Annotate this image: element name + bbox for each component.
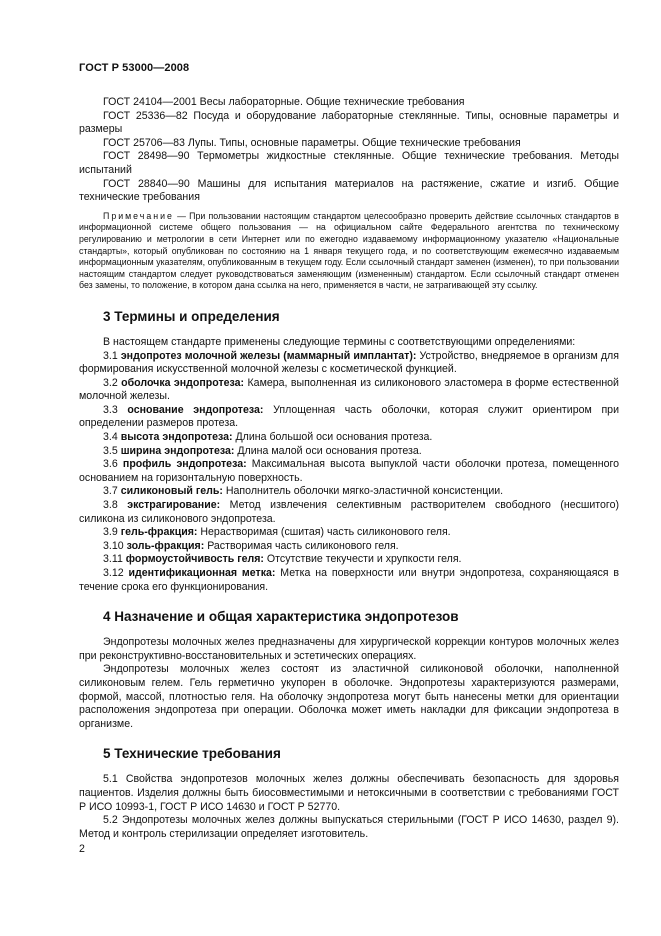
- note-paragraph: [79, 211, 619, 292]
- term-number: 3.1: [103, 349, 118, 362]
- page-number: 2: [79, 843, 85, 855]
- page-header-title: ГОСТ Р 53000—2008: [79, 62, 190, 74]
- section-4-heading: 4 Назначение и общая характеристика эндопротезов: [103, 609, 459, 625]
- term-number: 3.10: [103, 539, 124, 552]
- reference-code: ГОСТ 28498—90: [103, 150, 190, 163]
- note-label: Примечание: [103, 210, 174, 221]
- reference-text: Лупы. Типы, основные параметры. Общие технические требования: [187, 136, 521, 149]
- term-number: 3.11: [103, 553, 123, 566]
- reference-text: Машины для испытания материалов на растяжение, сжатие и изгиб. Общие технические требования: [79, 177, 619, 204]
- reference-item: [79, 110, 619, 137]
- term-name: гель-фракция:: [120, 526, 198, 539]
- term-definition: Длина малой оси основания протеза.: [237, 444, 422, 457]
- term-name: оболочка эндопротеза:: [121, 376, 245, 389]
- term-number: 3.5: [103, 444, 118, 457]
- term-number: 3.7: [103, 485, 118, 498]
- term-name: идентификационная метка:: [128, 567, 276, 579]
- term-definition: Отсутствие текучести и хрупкости геля.: [266, 553, 462, 566]
- term-number: 3.3: [103, 403, 118, 416]
- term-name: высота эндопротеза:: [120, 431, 233, 444]
- term-name: экстрагирование:: [127, 499, 221, 512]
- term-name: эндопротез молочной железы (маммарный имплантат):: [120, 349, 417, 362]
- reference-text: Посуда и оборудование лабораторные стеклянные. Типы, основные параметры и размеры: [79, 109, 619, 136]
- reference-item: [79, 96, 619, 110]
- term-definition: Устройство, внедряемое в организм для формирования искусственной молочной железы с косметической функцией.: [79, 349, 619, 376]
- term-item: [79, 377, 619, 404]
- reference-item: [79, 178, 619, 205]
- reference-text: Термометры жидкостные стеклянные. Общие технические требования. Методы испытаний: [79, 150, 619, 176]
- term-number: 3.12: [103, 567, 124, 579]
- term-name: золь-фракция:: [126, 539, 205, 552]
- term-definition: Максимальная высота выпуклой части оболочки протеза, помещенного основанием на горизонтальную поверхность.: [79, 458, 619, 484]
- term-definition: Длина большой оси основания протеза.: [235, 431, 433, 444]
- term-item: [79, 485, 619, 499]
- term-name: основание эндопротеза:: [127, 403, 264, 416]
- reference-code: ГОСТ 25336—82: [103, 109, 188, 122]
- term-item: [79, 526, 619, 540]
- term-name: ширина эндопротеза:: [120, 444, 235, 457]
- section-3-heading: 3 Термины и определения: [103, 308, 280, 324]
- section-4-paragraph: Эндопротезы молочных желез состоят из эластичной силиконовой оболочки, наполненной силиконовым гелем. Гель герметично укупорен в оболочке. Эндопротезы характеризуются размерами, формой, массой, плотностью геля. На оболочку эндопротеза могут быть нанесены метки для ориентации расположения эндопротеза при операции. Оболочка может иметь накладки для фиксации эндопротеза в организме.: [79, 663, 619, 730]
- term-definition: Метод извлечения селективным растворителем свободного (несшитого) силикона из силиконового эндопротеза.: [79, 499, 619, 525]
- term-definition: Растворимая часть силиконового геля.: [207, 539, 399, 552]
- term-number: 3.2: [103, 376, 118, 389]
- term-item: [79, 567, 619, 594]
- term-number: 3.6: [103, 458, 118, 471]
- term-item: [79, 458, 619, 485]
- term-definition: Метка на поверхности или внутри эндопротеза, сохраняющаяся в течение срока его функционирования.: [79, 567, 619, 593]
- term-item: [79, 553, 619, 567]
- term-name: формоустойчивость геля:: [125, 553, 264, 566]
- section-5-heading: 5 Технические требования: [103, 746, 281, 762]
- term-item: [79, 404, 619, 431]
- term-number: 3.9: [103, 526, 118, 539]
- reference-text: Весы лабораторные. Общие технические требования: [199, 96, 465, 108]
- reference-code: ГОСТ 25706—83: [103, 136, 185, 149]
- section-5-paragraph: 5.2 Эндопротезы молочных желез должны выпускаться стерильными (ГОСТ Р ИСО 14630, раздел 9). Метод и контроль стерилизации определяет изготовитель.: [79, 814, 619, 840]
- term-definition: Нерастворимая (сшитая) часть силиконового геля.: [200, 526, 451, 539]
- terms-list: [79, 350, 619, 595]
- reference-code: ГОСТ 24104—2001: [103, 96, 197, 108]
- term-definition: Наполнитель оболочки мягко-эластичной консистенции.: [225, 485, 504, 498]
- section-3-intro: В настоящем стандарте применены следующие термины с соответствующими определениями:: [103, 335, 576, 348]
- reference-code: ГОСТ 28840—90: [103, 177, 190, 190]
- document-page: [79, 62, 619, 841]
- normative-references-list: [79, 96, 619, 205]
- term-item: [79, 350, 619, 377]
- reference-item: [79, 150, 619, 177]
- section-5-paragraph: 5.1 Свойства эндопротезов молочных желез должны обеспечивать безопасность для здоровья пациентов. Изделия должны быть биосовместимыми и нетоксичными в соответствии с требованиями ГОСТ Р ИСО 10993-1, ГОСТ Р ИСО 14630 и ГОСТ Р 52770.: [79, 773, 619, 813]
- section-4-paragraph: Эндопротезы молочных желез предназначены для хирургической коррекции контуров молочных желез при реконструктивно-восстановительных и эстетических операциях.: [79, 636, 619, 662]
- term-item: [79, 431, 619, 445]
- term-name: профиль эндопротеза:: [122, 458, 247, 471]
- term-name: силиконовый гель:: [120, 485, 223, 498]
- term-definition: Уплощенная часть оболочки, которая служит ориентиром при определении размеров протеза.: [79, 403, 619, 430]
- term-number: 3.8: [103, 499, 118, 512]
- term-item: [79, 499, 619, 526]
- term-number: 3.4: [103, 431, 118, 444]
- term-item: [79, 445, 619, 459]
- term-item: [79, 540, 619, 554]
- note-text: — При пользовании настоящим стандартом целесообразно проверить действие ссылочных стандартов в информационной системе общего пользования — на официальном сайте Федерального агентства по техническому регулированию и метрологии в сети Интернет или по ежегодно издаваемому информационному указателю «Национальные стандарты», который опубликован по состоянию на 1 января текущего года, и по соответствующим ежемесячно издаваемым информационным указателям, опубликованным в текущем году. Если ссылочный стандарт заменен (изменен), то при пользовании настоящим стандартом следует руководствоваться заменяющим (измененным) стандартом. Если ссылочный стандарт отменен без замены, то положение, в котором дана ссылка на него, применяется в части, не затрагивающей эту ссылку.: [79, 210, 619, 291]
- reference-item: [79, 137, 619, 151]
- term-definition: Камера, выполненная из силиконового эластомера в форме естественной молочной железы.: [79, 376, 619, 403]
